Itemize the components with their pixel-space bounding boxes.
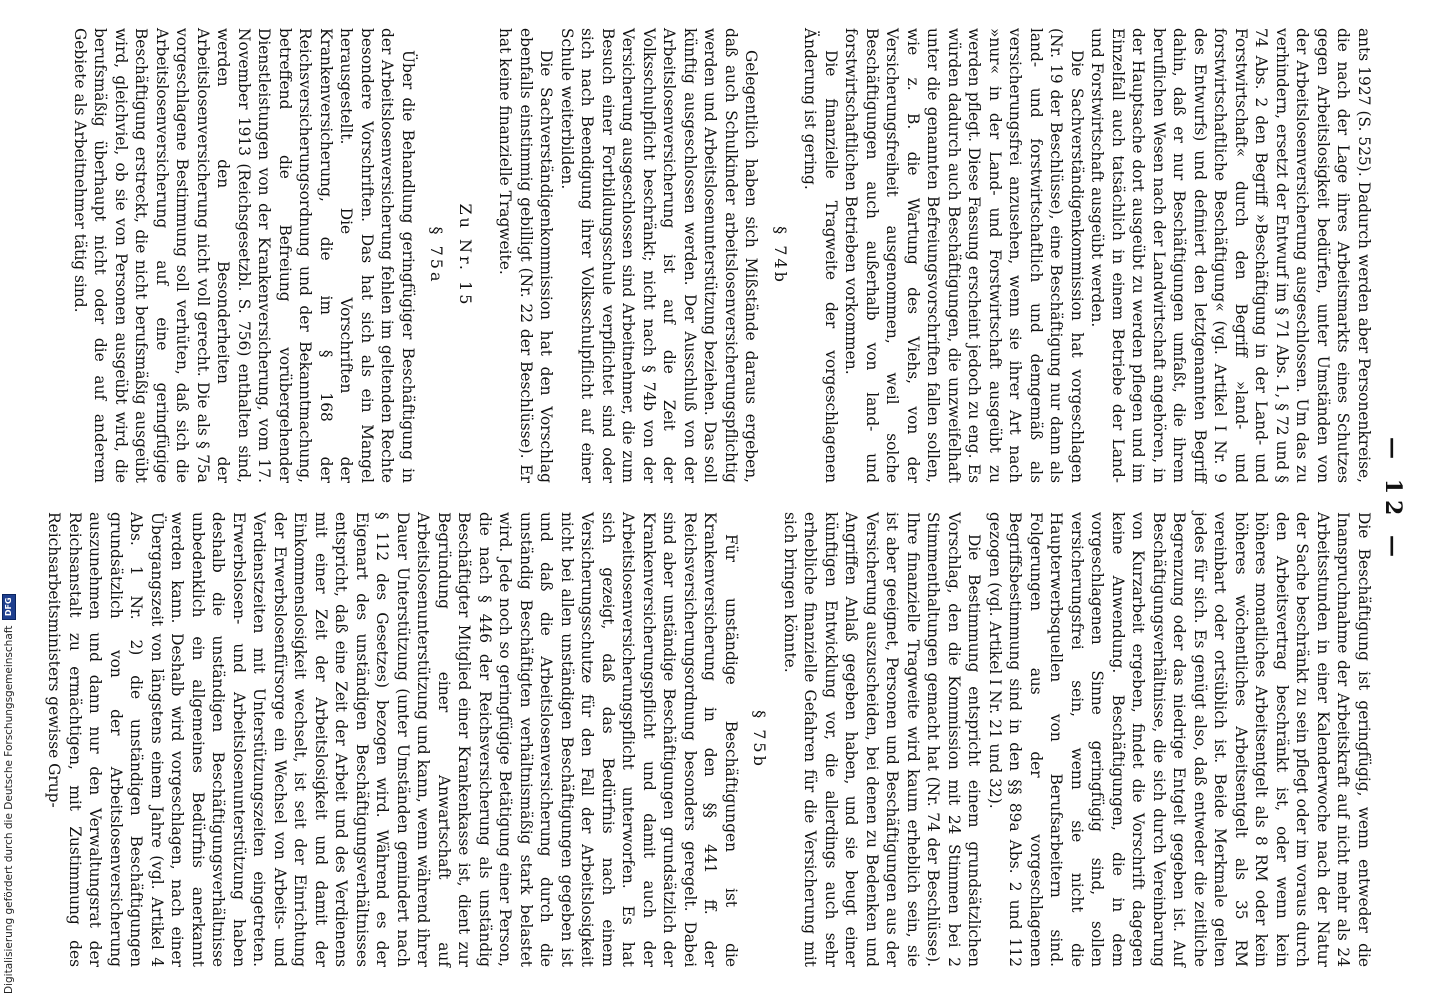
paragraph: Über die Behandlung geringfügiger Beschäftigung in der Arbeitslosenversicherung fehlen im geltenden Rechte besondere Vorschriften. Das hat sich als ein Mangel herausgestellt. Die Vorschriften der Krankenversicherung, die im § 168 der Reichsversicherungsordnung und der Bekanntmachung, betreffend die Befreiung vorübergehender Dienstleistungen von der Krankenversicherung, vom 17. November 1913 (Reichsgesetzbl. S. 756) enthalten sind, werden den Besonderheiten der Arbeitslosenversicherung nicht voll gerecht. Die als § 75a vorgeschlagene Bestimmung soll verhüten, daß sich die Arbeitslosenversicherung auf eine geringfügige Beschäftigung erstreckt, die nicht berufsmäßig ausgeübt wird, gleichviel, ob sie von Personen ausgeübt wird, die berufsmäßig überhaupt nicht oder die auf anderem Gebiete als Arbeitnehmer tätig sind. — [71, 28, 417, 483]
section-heading-nr15: Zu Nr. 15 — [456, 203, 475, 308]
paragraph: Die finanzielle Tragweite der vorgeschlagenen Änderung ist gering. — [801, 28, 840, 483]
paragraph: Die Sachverständigenkommission hat vorgeschlagen (Nr. 19 der Beschlüsse), eine Beschäftigung nur dann als land- und forstwirtschaftlich und demgemäß als versicherungsfrei anzusehen, wenn sie ihrer Art nach »nur« in der Land- und Forstwirtschaft ausgeübt zu werden pflegt. Diese Fassung erscheint jedoch zu eng. Es würden dadurch auch Beschäftigungen, die unzweifelhaft unter die genannten Befreiungsvorschriften fallen sollen, wie z. B. die Wartung des Viehs, von der Versicherungsfreiheit ausgenommen, weil solche Beschäftigungen auch außerhalb von land- und forstwirtschaftlichen Betrieben vorkommen. — [842, 28, 1086, 483]
right-column — [44, 512, 1374, 967]
paragraph: Die Beschäftigung ist geringfügig, wenn entweder die Inanspruchnahme der Arbeitskraft auf nicht mehr als 24 Arbeitsstunden in einer Kalenderwoche nach der Natur der Sache beschränkt zu sein pflegt oder im voraus durch den Arbeitsvertrag beschränkt ist, oder wenn kein höheres monatliches Arbeitsentgelt als 8 RM oder kein höheres wöchentliches Arbeitsentgelt als 35 RM vereinbart oder ortsüblich ist. Beide Merkmale gelten jedes für sich. Es genügt also, daß entweder die zeitliche Begrenzung oder das niedrige Entgelt gegeben ist. Auf Beschäftigungsverhältnisse, die sich durch Vereinbarung von Kurzarbeit ergeben, findet die Vorschrift dagegen keine Anwendung. Beschäftigungen, die in dem vorgeschlagenen Sinne geringfügig sind, sollen versicherungsfrei sein, wenn sie nicht die Haupterwerbsquellen von Berufsarbeitern sind. Folgerungen aus der vorgeschlagenen Begriffsbestimmung sind in den §§ 89a Abs. 2 und 112 gezogen (vgl. Artikel I Nr. 21 und 32). — [986, 512, 1373, 967]
section-heading-75a: § 75a — [427, 226, 447, 285]
paragraph: Die Bestimmung entspricht einem grundsätzlichen Vorschlag, den die Kommission mit 24 Stimmen bei 2 Stimmenthaltungen gemacht hat (Nr. 74 der Beschlüsse). Ihre finanzielle Tragweite wird kaum erheblich sein, sie ist aber geeignet, Personen und Beschäftigungen aus der Versicherung auszuscheiden, bei denen zu Bedenken und Angriffen Anlaß gegeben haben, und sie beugt einer künftigen Entwicklung vor, die allerdings auch sehr erhebliche finanzielle Gefahren für die Versicherung mit sich bringen könnte. — [781, 512, 984, 967]
section-heading-75b: § 75b — [750, 710, 770, 769]
paragraph: Gelegentlich haben sich Mißstände daraus ergeben, daß auch Schulkinder arbeitslosenversicherungspflichtig werden und Arbeitslosenunterstützung beziehen. Das soll künftig ausgeschlossen werden. Der Ausschluß von der Arbeitslosenversicherung ist auf die Zeit der Volksschulpflicht beschränkt; nicht nach § 74b von der Versicherung ausgeschlossen sind Arbeitnehmer, die zum Besuch einer Fortbildungsschule verpflichtet sind oder sich nach Beendigung ihrer Volksschulpflicht auf einer Schule weiterbilden. — [558, 28, 761, 483]
paragraph: Die Sachverständigenkommission hat den Vorschlag ebenfalls einstimmig gebilligt (Nr. 22 der Beschlüsse). Er hat keine finanzielle Tragweite. — [496, 28, 556, 483]
credit-text: Digitalisierung gefördert durch die Deutsche Forschungsgemeinschaft — [3, 625, 15, 994]
section-heading-74b: § 74b — [771, 226, 790, 285]
paragraph: ants 1927 (S. 525). Dadurch werden aber Personenkreise, die nach der Lage ihres Arbeitsmarkts eines Schutzes gegen Arbeitslosigkeit bedürfen, unter Umständen von der Arbeitslosenversicherung ausgeschlossen. Um das zu verhindern, ersetzt der Entwurf im § 71 Abs. 1, § 72 und § 74 Abs. 2 den Begriff »Beschäftigung in der Land- und Forstwirtschaft« durch den Begriff »land- und forstwirtschaftliche Beschäftigung« (vgl. Artikel I Nr. 9 des Entwurfs) und definiert den letztgenannten Begriff dahin, daß er nur Beschäftigungen umfaßt, die ihrem beruflichen Wesen nach der Landwirtschaft angehören, in der Hauptsache dort ausgeübt zu werden pflegen und im Einzelfall auch tatsächlich in einem Betriebe der Land- und Forstwirtschaft ausgeübt werden. — [1088, 28, 1373, 483]
dfg-logo: DFG — [2, 594, 16, 620]
paragraph: Für unständige Beschäftigungen ist die Krankenversicherung in den §§ 441 ff. der Reichsversicherungsordnung besonders geregelt. Dabei sind aber unständige Beschäftigungen grundsätzlich der Krankenversicherungspflicht und damit auch der Arbeitslosenversicherungspflicht unterworfen. Es hat sich gezeigt, daß das Bedürfnis nach einem Versicherungsschutze für den Fall der Arbeitslosigkeit nicht bei allen unständigen Beschäftigungen gegeben ist und daß die Arbeitslosenversicherung durch die unständig Beschäftigten verhältnismäßig stark belastet wird. Jede noch so geringfügige Betätigung einer Person, die nach § 446 der Reichsversicherung als unständig Beschäftigter Mitglied einer Krankenkasse ist, dient zur Begründung einer Anwartschaft auf Arbeitslosenunterstützung und kann, wenn während ihrer Dauer Unterstützung (unter Umständen gemindert nach § 112 des Gesetzes) bezogen wird. Während es der Eigenart des unständigen Beschäftigungsverhältnisses entspricht, daß eine Zeit der Arbeit und des Verdienens mit einer Zeit der Arbeitslosigkeit und damit der Einkommenslosigkeit wechselt, ist seit der Einrichtung der Erwerbslosenfürsorge ein Wechsel von Arbeits- und Verdienstzeiten mit Unterstützungszeiten eingetreten. Erwerbslosen- und Arbeitslosenunterstützung haben deshalb die unständigen Beschäftigungsverhältnisse unbedenklich ein allgemeines Bedürfnis anerkannt werden kann. Deshalb wird vorgeschlagen, nach einer Übergangszeit von längstens einem Jahre (vgl. Artikel 4 Abs. 1 Nr. 2) die unständigen Beschäftigungen grundsätzlich von der Arbeitslosenversicherung auszunehmen und dann nur den Verwaltungsrat der Reichsanstalt zu ermächtigen, mit Zustimmung des Reichsarbeitsministers gewisse Grup- — [45, 512, 740, 967]
page-number: — 12 — — [1380, 437, 1406, 563]
left-column — [70, 28, 1375, 483]
digitization-credit — [2, 594, 20, 994]
